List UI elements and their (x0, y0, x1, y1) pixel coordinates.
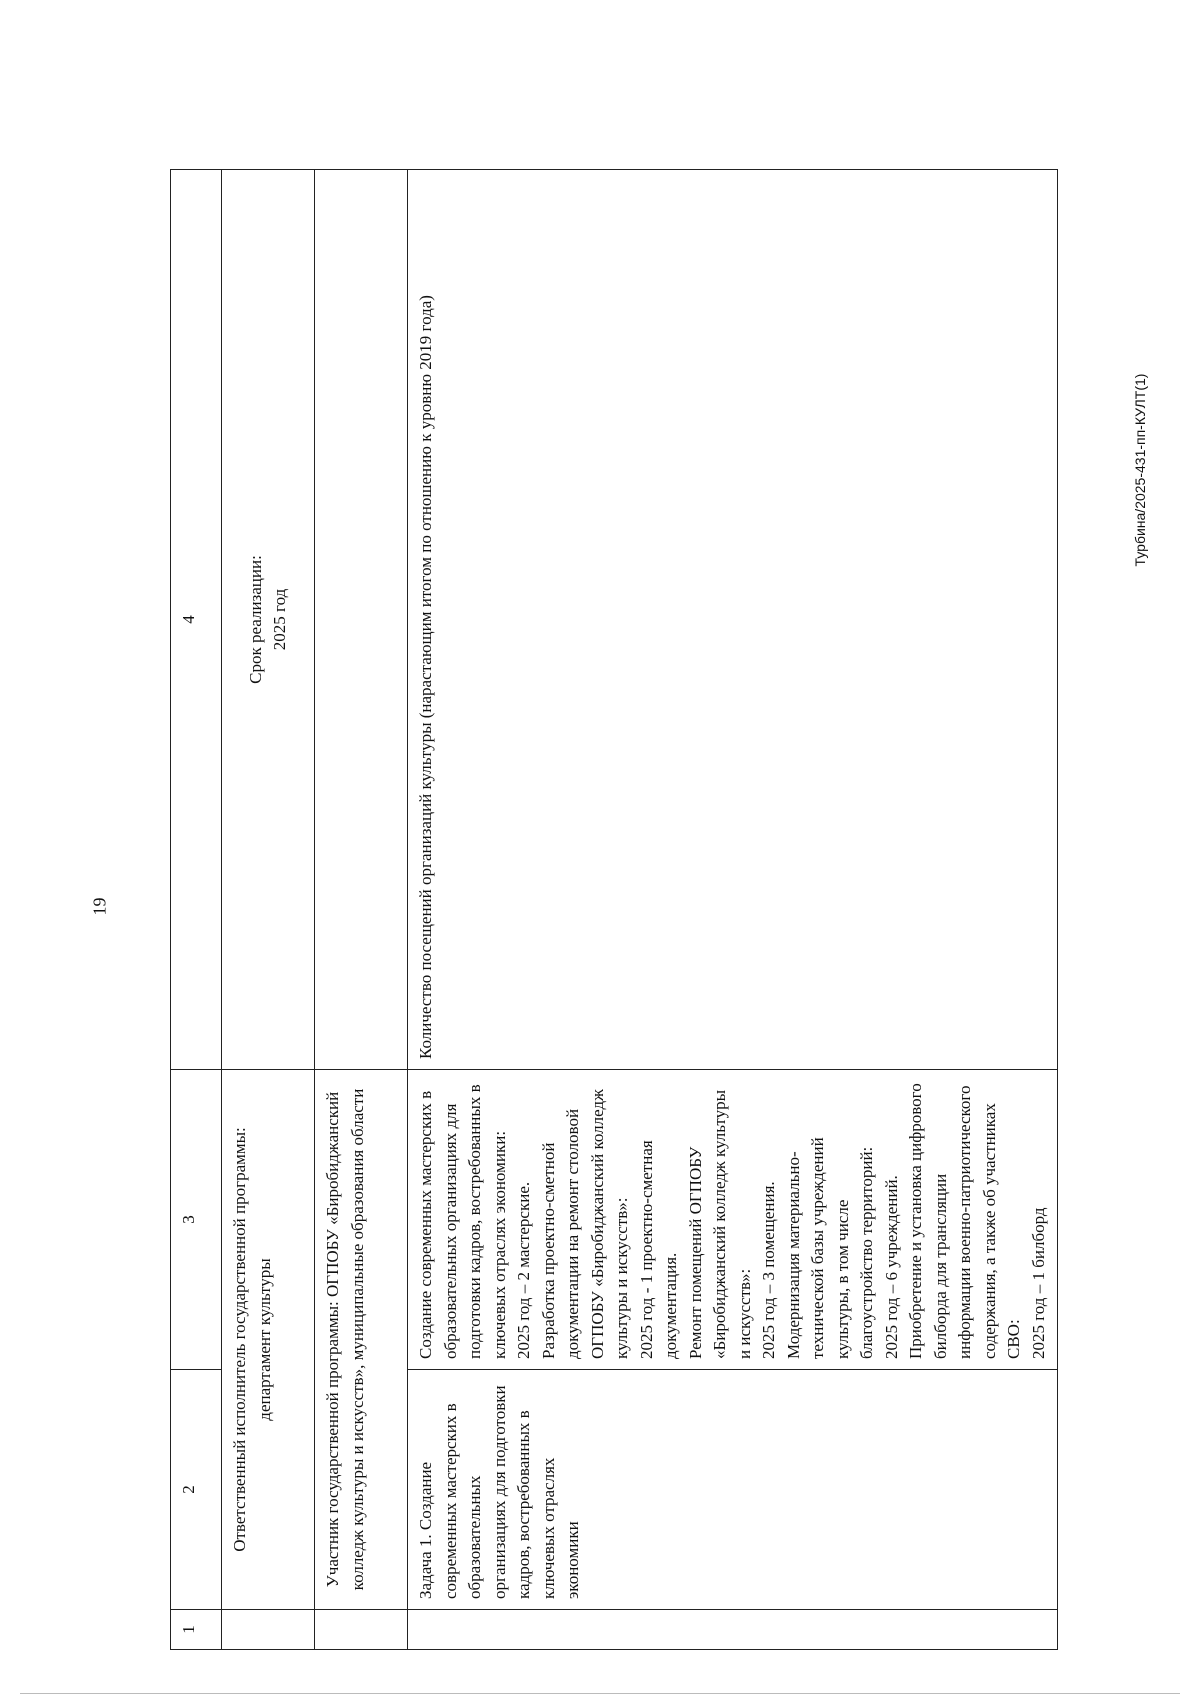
result-line: 2025 год – 2 мастерские. (514, 1181, 533, 1359)
empty-cell (408, 1610, 1058, 1650)
result-line: Разработка проектно-сметной документации на ремонт столовой ОГПОБУ «Биробиджанский колледж культуры и искусств»: (538, 1089, 631, 1359)
empty-cell (315, 1610, 408, 1650)
result-line: 2025 год – 1 билборд (1028, 1207, 1048, 1359)
results-cell (408, 1070, 1058, 1370)
column-number-4: 4 (171, 170, 222, 1070)
column-number-row (171, 170, 222, 1650)
result-line: Модернизация материально-технической базы учреждений культуры, в том числе благоустройство территорий: (783, 1137, 876, 1359)
empty-cell (315, 170, 408, 1070)
program-table (170, 169, 1058, 1650)
column-number-1: 1 (171, 1610, 222, 1650)
responsible-executor-cell: Ответственный исполнитель государственной программы: департамент культуры (222, 1070, 315, 1610)
result-line: Создание современных мастерских в образовательных организациях для подготовки кадров, востребованных в ключевых отраслях экономики: (416, 1084, 509, 1359)
result-line: Приобретение и установка цифрового билборда для трансляции информации военно-патриотического содержания, а также об участниках СВО: (906, 1083, 1023, 1359)
column-number-3: 3 (171, 1070, 222, 1370)
result-line: 2025 год – 3 помещения. (759, 1181, 778, 1359)
column-number-2: 2 (171, 1370, 222, 1610)
result-line: 2025 год - 1 проектно-сметная документация. (636, 1140, 680, 1359)
rotated-table-container (170, 170, 1050, 1650)
responsible-executor-row (222, 170, 315, 1650)
empty-cell (222, 1610, 315, 1650)
indicator-cell: Количество посещений организаций культуры (нарастающим итогом по отношению к уровню 2019 года) (408, 170, 1058, 1070)
task-cell: Задача 1. Создание современных мастерских в образовательных организациях для подготовки кадров, востребованных в ключевых отраслях экономики (408, 1370, 1058, 1610)
participant-row (315, 170, 408, 1650)
footer-code (1130, 260, 1150, 680)
footer-code-text: Турбина/2025-431-пп-КУЛТ(1) (1132, 373, 1148, 567)
implementation-period-cell (222, 170, 315, 1070)
result-line: Ремонт помещений ОГПОБУ «Биробиджанский колледж культуры и искусств»: (685, 1090, 754, 1359)
participant-cell: Участник государственной программы: ОГПОБУ «Биробиджанский колледж культуры и искусств», муниципальные образования области (315, 1070, 408, 1610)
implementation-period-value: 2025 год (270, 588, 289, 651)
page-bottom-divider (20, 1693, 1180, 1695)
result-line: 2025 год – 6 учреждений. (881, 1175, 901, 1359)
implementation-period-label: Срок реализации: (245, 555, 265, 684)
page-number: 19 (89, 897, 110, 916)
task-row (408, 170, 1058, 1650)
